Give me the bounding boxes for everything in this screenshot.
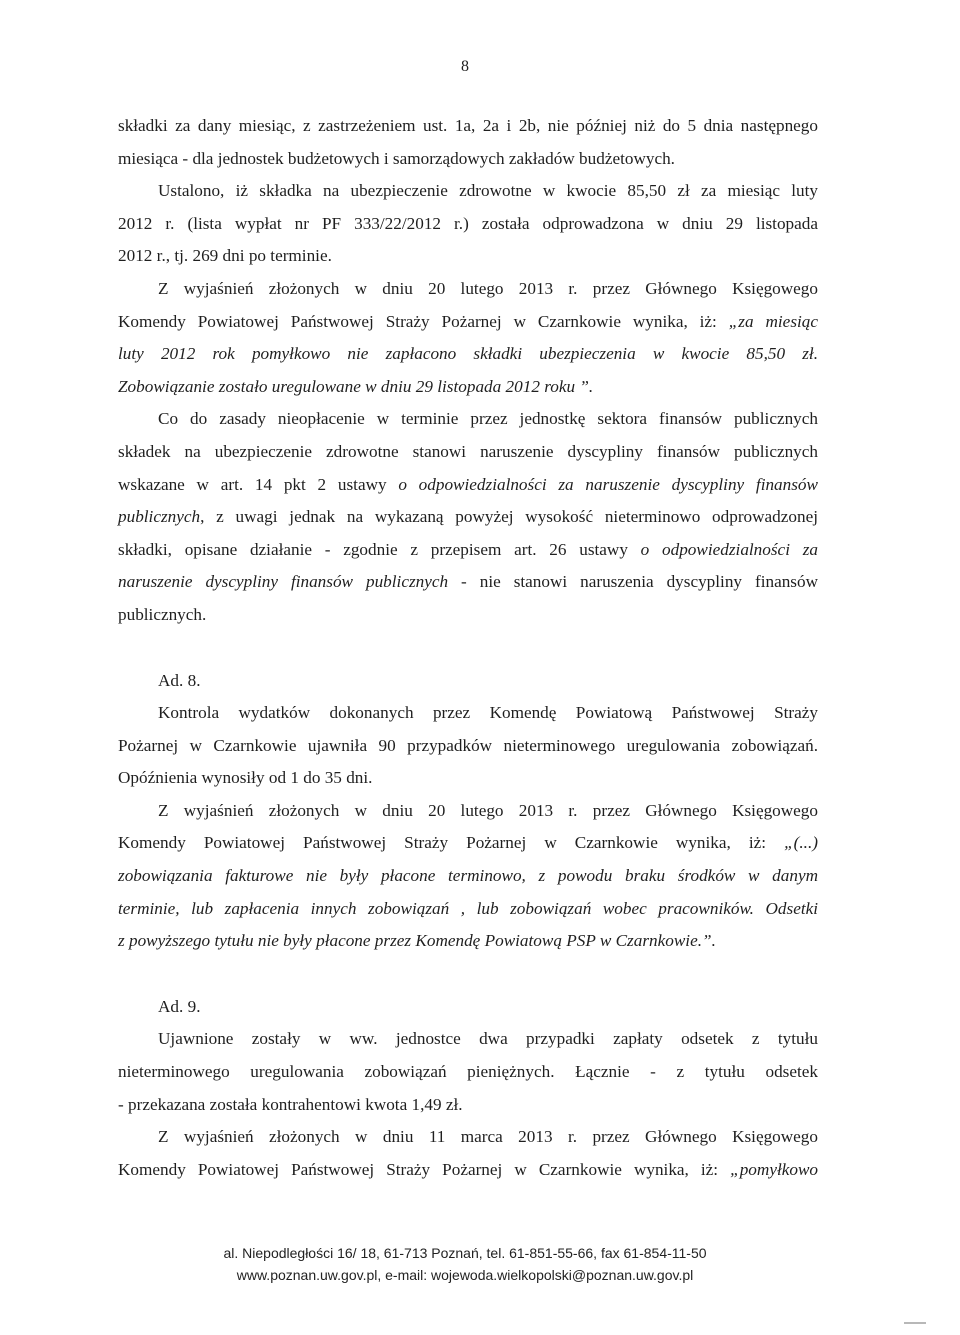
para2-line1: Ustalono, iż składka na ubezpieczenie zdrowotne w kwocie 85,50 zł za miesiąc luty xyxy=(158,181,818,201)
footer-contact: www.poznan.uw.gov.pl, e-mail: wojewoda.wielkopolski@poznan.uw.gov.pl xyxy=(236,1267,694,1283)
ad9-p1-line1: Ujawnione zostały w ww. jednostce dwa przypadki zapłaty odsetek z tytułu xyxy=(158,1029,818,1049)
para3-line2 xyxy=(118,306,818,339)
para3-line3 xyxy=(118,338,818,371)
para4-line3-text: wskazane w art. 14 pkt 2 ustawy xyxy=(118,474,399,494)
para3-quote-line4: Zobowiązanie zostało uregulowane w dniu 29 listopada 2012 roku ”. xyxy=(118,376,594,396)
para4-line3 xyxy=(118,469,818,502)
para1-line1: składki za dany miesiąc, z zastrzeżeniem ust. 1a, 2a i 2b, nie później niż do 5 dnia następnego xyxy=(118,116,818,135)
para3-quote-start: „za miesiąc xyxy=(728,311,819,331)
para4-act-title-part1: o odpowiedzialności za naruszenie dyscypliny finansów xyxy=(398,474,818,494)
ad8-quote-line4: terminie, lub zapłacenia innych zobowiązań , lub zobowiązań wobec pracowników. Odsetki xyxy=(118,898,818,918)
ad9-p2-line2-text: Komendy Powiatowej Państwowej Straży Pożarnej w Czarnkowie wynika, iż: xyxy=(118,1159,731,1179)
ad8-p1-line1: Kontrola wydatków dokonanych przez Komendę Powiatową Państwowej Straży xyxy=(158,703,818,723)
section-heading-ad8: Ad. 8. xyxy=(158,670,201,690)
para4-act-title-part4: naruszenie dyscypliny finansów publicznych xyxy=(118,572,449,592)
para1-line2: miesiąca - dla jednostek budżetowych i samorządowych zakładów budżetowych. xyxy=(118,148,675,168)
para2-line3: 2012 r., tj. 269 dni po terminie. xyxy=(118,246,332,266)
ad8-p2-line5 xyxy=(118,925,818,958)
para3-line4 xyxy=(118,371,818,404)
para4-act-title-part3: o odpowiedzialności za xyxy=(640,539,818,559)
ad8-p2-line3 xyxy=(118,860,818,893)
ad9-p1-line3: - przekazana została kontrahentowi kwota 1,49 zł. xyxy=(118,1094,463,1114)
ad8-quote-line3: zobowiązania fakturowe nie były płacone terminowo, z powodu braku środków w danym xyxy=(118,866,818,886)
ad8-p2-line1: Z wyjaśnień złożonych w dniu 20 lutego 2013 r. przez Głównego Księgowego xyxy=(158,800,818,820)
ad9-p2-line1: Z wyjaśnień złożonych w dniu 11 marca 2013 r. przez Głównego Księgowego xyxy=(158,1127,818,1147)
ad8-p2-line4 xyxy=(118,893,818,926)
para4-line1: Co do zasady nieopłacenie w terminie przez jednostkę sektora finansów publicznych xyxy=(158,409,818,429)
para4-line4-text: , z uwagi jednak na wykazaną powyżej wysokość nieterminowo odprowadzonej xyxy=(200,507,818,527)
ad9-quote-start: „pomyłkowo xyxy=(730,1159,818,1179)
ad8-p1-line2: Pożarnej w Czarnkowie ujawniła 90 przypadków nieterminowego uregulowania zobowiązań. xyxy=(118,735,818,755)
para4-line4 xyxy=(118,501,818,534)
document-body xyxy=(118,110,818,1186)
para4-line7: publicznych. xyxy=(118,604,207,624)
para4-line6-text: - nie stanowi naruszenia dyscypliny finansów xyxy=(448,572,818,592)
para4-line5 xyxy=(118,534,818,567)
para3-line1: Z wyjaśnień złożonych w dniu 20 lutego 2013 r. przez Głównego Księgowego xyxy=(158,278,818,298)
para3-quote-line3: luty 2012 rok pomyłkowo nie zapłacono składki ubezpieczenia w kwocie 85,50 zł. xyxy=(118,344,818,364)
scan-corner-mark xyxy=(904,1322,926,1324)
ad9-p1-line2: nieterminowego uregulowania zobowiązań pieniężnych. Łącznie - z tytułu odsetek xyxy=(118,1062,818,1082)
para4-line2: składek na ubezpieczenie zdrowotne stanowi naruszenie dyscypliny finansów publicznych xyxy=(118,441,818,461)
para4-line5-text: składki, opisane działanie - zgodnie z przepisem art. 26 ustawy xyxy=(118,539,641,559)
ad8-quote-line5: z powyższego tytułu nie były płacone przez Komendę Powiatową PSP w Czarnkowie.”. xyxy=(118,931,716,951)
page-number: 8 xyxy=(461,58,469,75)
footer-address: al. Niepodległości 16/ 18, 61-713 Poznań, tel. 61-851-55-66, fax 61-854-11-50 xyxy=(223,1245,707,1261)
para4-line6 xyxy=(118,566,818,599)
para4-act-title-part2: publicznych xyxy=(118,507,201,527)
para3-line2-text: Komendy Powiatowej Państwowej Straży Pożarnej w Czarnkowie wynika, iż: xyxy=(118,311,729,331)
ad8-p1-line3: Opóźnienia wynosiły od 1 do 35 dni. xyxy=(118,768,373,788)
section-heading-ad9: Ad. 9. xyxy=(158,996,201,1016)
ad8-quote-start: „(...) xyxy=(784,833,818,853)
ad8-p2-line2 xyxy=(118,827,818,860)
ad9-p2-line2 xyxy=(118,1154,818,1187)
ad8-p2-line2-text: Komendy Powiatowej Państwowej Straży Pożarnej w Czarnkowie wynika, iż: xyxy=(118,833,785,853)
para2-line2: 2012 r. (lista wypłat nr PF 333/22/2012 r.) została odprowadzona w dniu 29 listopada xyxy=(118,213,818,233)
